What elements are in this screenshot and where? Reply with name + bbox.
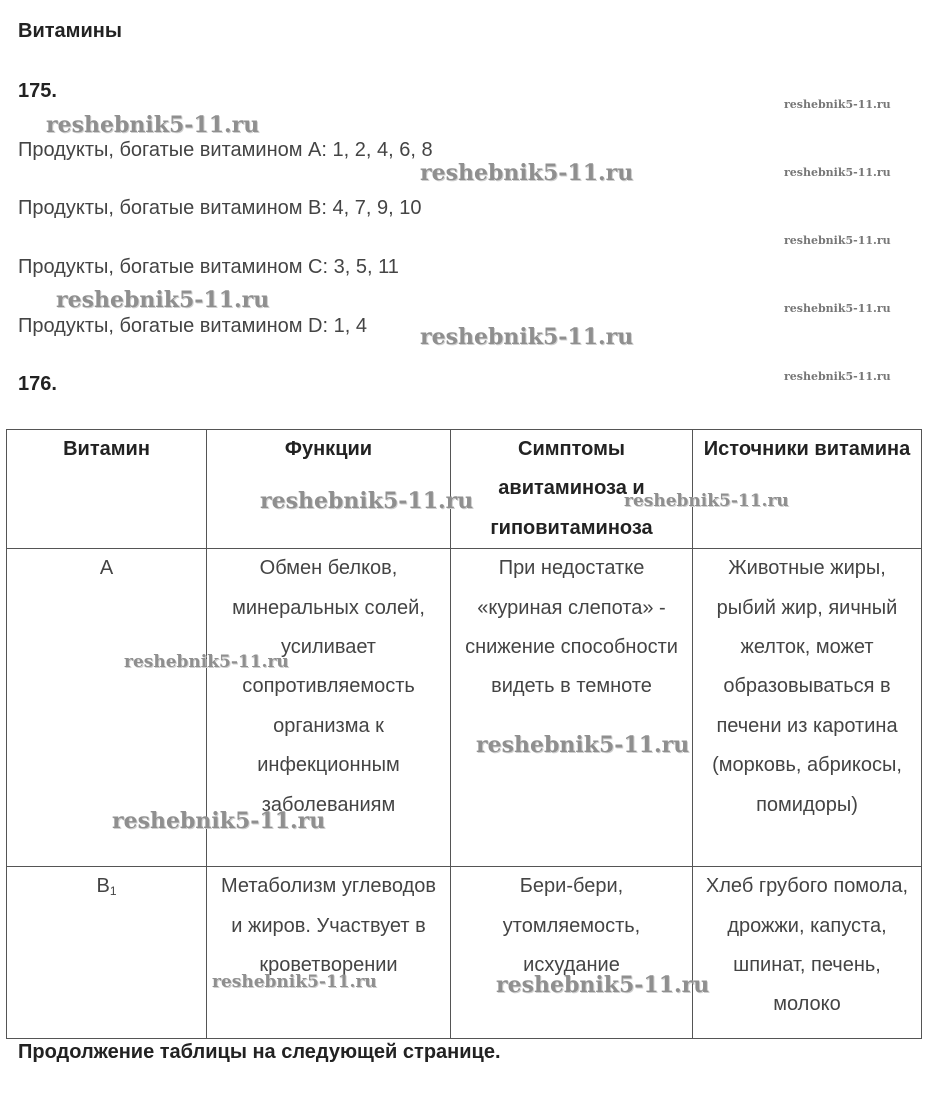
cell-vitamin [7, 867, 207, 1039]
watermark: reshebnik5-11.ru [476, 732, 690, 758]
cell-functions: Обмен белков, минеральных солей, усиливает сопротивляемость организма к инфекционным заболеваниям [207, 549, 451, 867]
cell-symptoms: Бери-бери, утомляемость, исхудание [451, 867, 693, 1039]
cell-vitamin [7, 549, 207, 867]
vitamin-subscript: 1 [109, 884, 117, 899]
header-symptoms: Симптомы авитаминоза и гиповитаминоза [451, 430, 693, 549]
table-row [7, 549, 922, 867]
cell-symptoms: При недостатке «куриная слепота» - снижение способности видеть в темноте [451, 549, 693, 867]
watermark: reshebnik5-11.ru [260, 488, 474, 514]
task-175-line-vitamin-b: Продукты, богатые витамином В: 4, 7, 9, 10 [18, 197, 422, 219]
header-functions: Функции [207, 430, 451, 549]
watermark: reshebnik5-11.ru [496, 972, 710, 998]
header-sources: Источники витамина [693, 430, 922, 549]
table-row [7, 867, 922, 1039]
watermark: reshebnik5-11.ru [784, 98, 891, 111]
watermark: reshebnik5-11.ru [420, 324, 634, 350]
footer-note: Продолжение таблицы на следующей странице. [18, 1041, 501, 1063]
watermark: reshebnik5-11.ru [624, 491, 789, 511]
watermark: reshebnik5-11.ru [212, 972, 377, 992]
watermark: reshebnik5-11.ru [112, 808, 326, 834]
vitamin-name: А [99, 557, 114, 580]
header-vitamin: Витамин [7, 430, 207, 549]
watermark: reshebnik5-11.ru [56, 287, 270, 313]
watermark: reshebnik5-11.ru [784, 166, 891, 179]
table-header-row [7, 430, 922, 549]
cell-sources: Животные жиры, рыбий жир, яичный желток, может образовываться в печени из каротина (морковь, абрикосы, помидоры) [693, 549, 922, 867]
watermark: reshebnik5-11.ru [784, 302, 891, 315]
cell-sources: Хлеб грубого помола, дрожжи, капуста, шпинат, печень, молоко [693, 867, 922, 1039]
task-175-number: 175. [18, 80, 57, 102]
watermark: reshebnik5-11.ru [784, 234, 891, 247]
watermark: reshebnik5-11.ru [420, 160, 634, 186]
watermark: reshebnik5-11.ru [124, 652, 289, 672]
task-175-line-vitamin-d: Продукты, богатые витамином D: 1, 4 [18, 315, 367, 337]
watermark: reshebnik5-11.ru [784, 370, 891, 383]
task-175-line-vitamin-c: Продукты, богатые витамином С: 3, 5, 11 [18, 256, 399, 278]
vitamin-name: В [96, 875, 110, 898]
vitamins-table [6, 429, 922, 1039]
section-title: Витамины [18, 20, 122, 42]
task-176-number: 176. [18, 373, 57, 395]
watermark: reshebnik5-11.ru [46, 112, 260, 138]
task-175-line-vitamin-a: Продукты, богатые витамином А: 1, 2, 4, 6, 8 [18, 139, 433, 161]
cell-functions: Метаболизм углеводов и жиров. Участвует в кроветворении [207, 867, 451, 1039]
